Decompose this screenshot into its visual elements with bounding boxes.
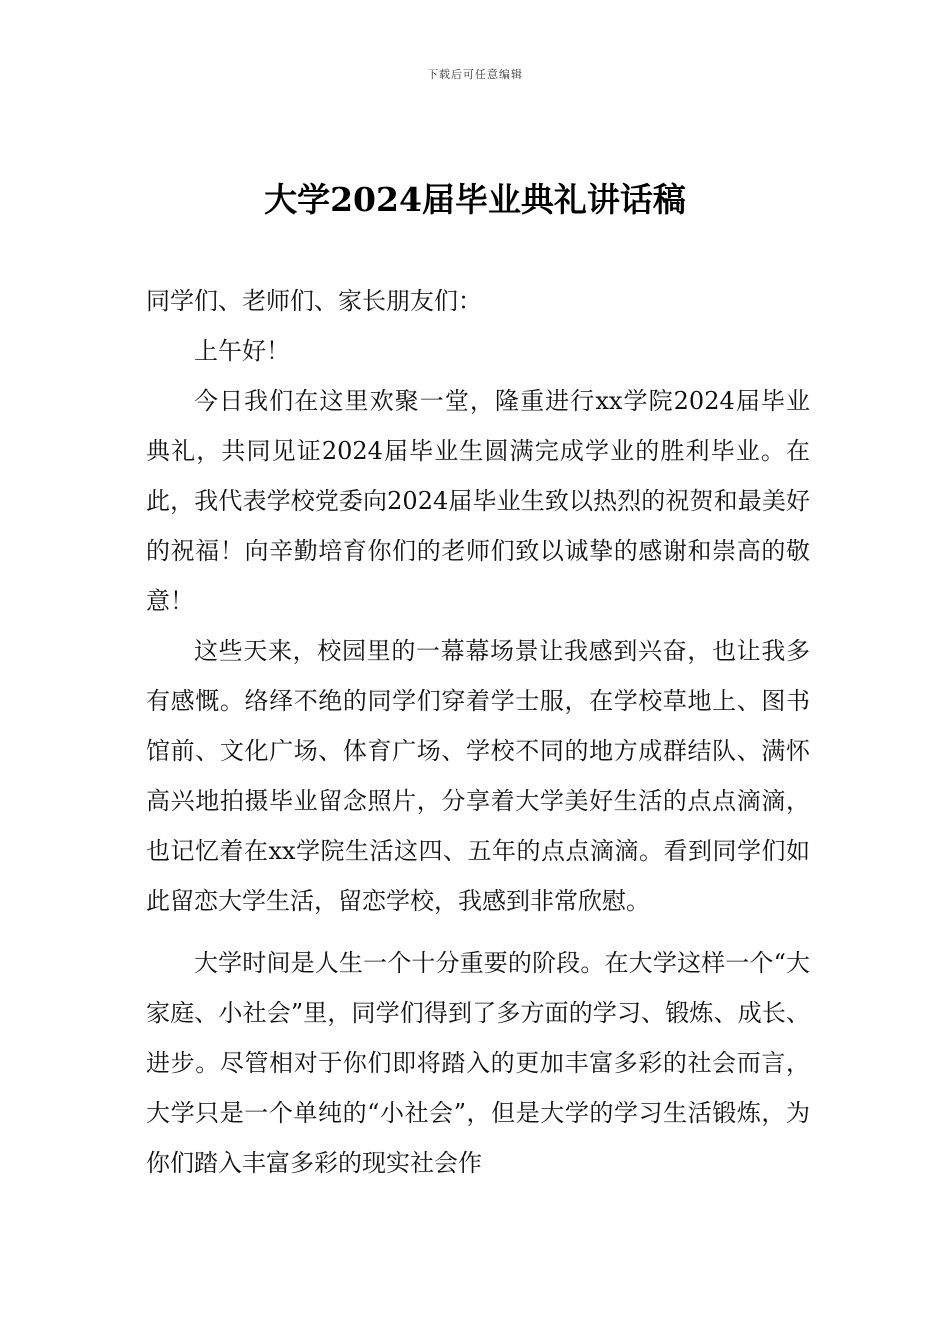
paragraph-2: 这些天来，校园里的一幕幕场景让我感到兴奋，也让我多有感慨。络绎不绝的同学们穿着学士服，在学校草地上、图书馆前、文化广场、体育广场、学校不同的地方成群结队、满怀高兴地拍摄毕业留念照片，分享着大学美好生活的点点滴滴，也记忆着在xx学院生活这四、五年的点点滴滴。看到同学们如此留恋大学生活，留恋学校，我感到非常欣慰。: [146, 637, 810, 915]
salutation: 同学们、老师们、家长朋友们：: [146, 287, 482, 315]
page-header-note: 下载后可任意编辑: [427, 68, 523, 81]
greeting: 上午好！: [194, 337, 290, 365]
document-title: 大学2024届毕业典礼讲话稿: [264, 180, 686, 219]
paragraph-3: 大学时间是人生一个十分重要的阶段。在大学这样一个“大家庭、小社会”里，同学们得到了多方面的学习、锻炼、成长、进步。尽管相对于你们即将踏入的更加丰富多彩的社会而言，大学只是一个单纯的“小社会”，但是大学的学习生活锻炼，为你们踏入丰富多彩的现实社会作: [146, 949, 810, 1177]
paragraph-1: 今日我们在这里欢聚一堂，隆重进行xx学院2024届毕业典礼，共同见证2024届毕业生圆满完成学业的胜利毕业。在此，我代表学校党委向2024届毕业生致以热烈的祝贺和最美好的祝福！向辛勤培育你们的老师们致以诚挚的感谢和崇高的敬意！: [146, 387, 810, 615]
document-body: [146, 276, 810, 1188]
